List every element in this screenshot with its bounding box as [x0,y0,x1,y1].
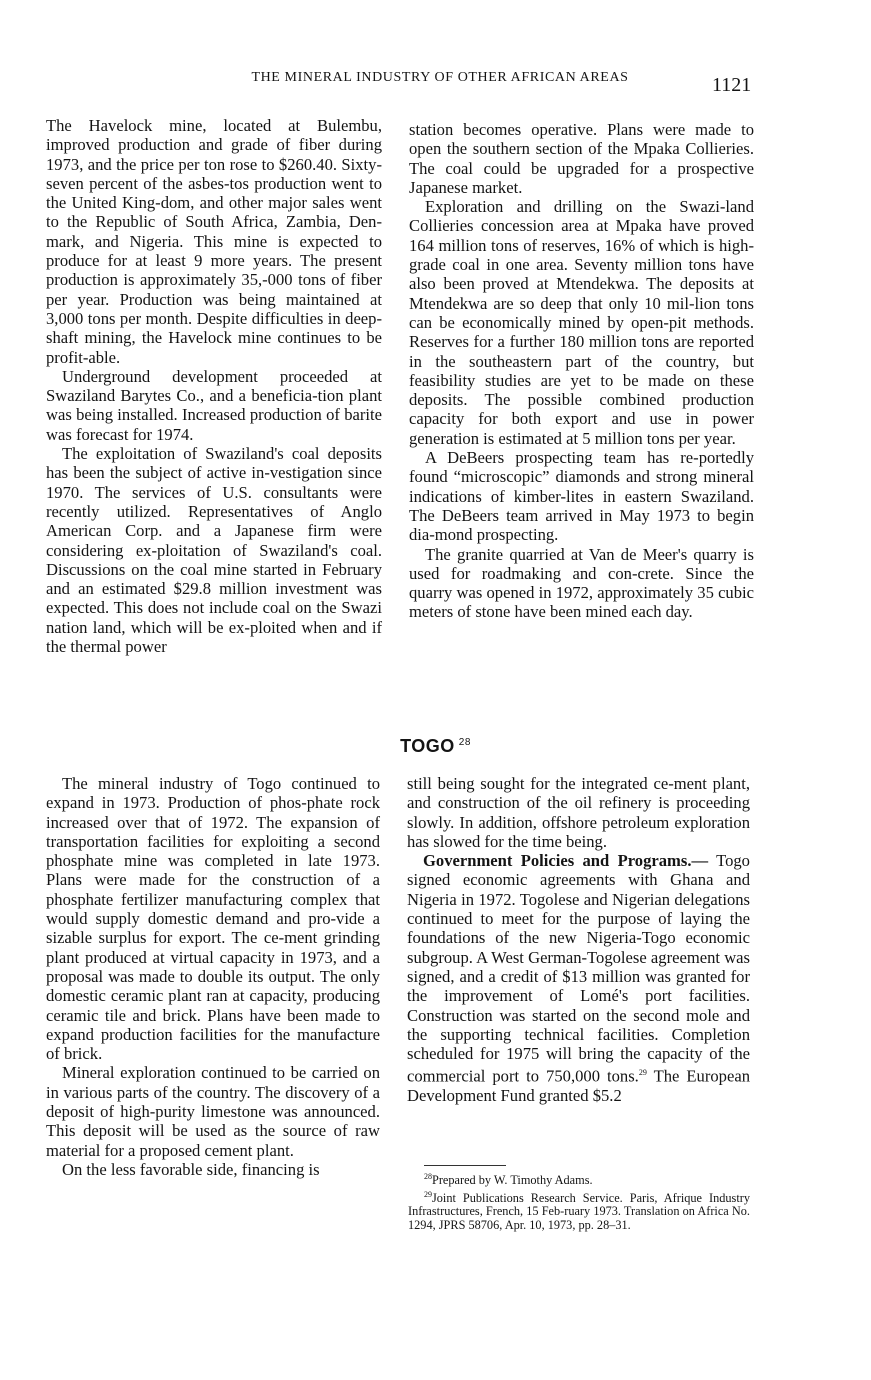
page-number: 1121 [712,74,752,96]
footnote-ref-29: 29 [638,1068,647,1078]
paragraph-coal: The exploitation of Swaziland's coal deposits has been the subject of active in-vestigation since 1970. The services of U.S. consultants were recently utilized. Representatives of Anglo American Corp. and a Japanese firm were considering ex-ploitation of Swaziland's coal. Discussions on the coal mine started in February and an estimated $29.8 million investment was expected. This does not include coal on the Swazi nation land, which will be ex-ploited when and if the thermal power [46,444,382,657]
paragraph-mpaka-continuation: station becomes operative. Plans were made to open the southern section of the Mpaka Collieries. The coal could be upgraded for a prospective Japanese market. [409,120,754,197]
togo-column-left [46,774,380,1179]
footnote-29 [408,1188,750,1233]
subheading-government-policies: Government Policies and Programs.— [423,851,709,871]
footnote-divider [424,1165,506,1166]
paragraph-togo-exploration: Mineral exploration continued to be carried on in various parts of the country. The discovery of a deposit of high-purity limestone was announced. This deposit will be used as the source of raw material for a proposed cement plant. [46,1063,380,1160]
paragraph-togo-overview: The mineral industry of Togo continued to expand in 1973. Production of phos-phate rock increased over that of 1972. The expansion of transportation facilities for exploiting a second phosphate mine was completed in late 1973. Plans were made for the construction of a phosphate fertilizer manufacturing complex that would supply domestic demand and pro-vide a sizable surplus for export. The ce-ment grinding plant produced at virtual capacity in 1973, and a proposal was made to double its output. The only domestic ceramic plant ran at capacity, producing ceramic tile and brick. Plans have been made to expand production facilities for the manufacture of brick. [46,774,380,1064]
paragraph-togo-financing: On the less favorable side, financing is [62,1159,320,1179]
footnote-text: Prepared by W. Timothy Adams. [432,1173,593,1188]
swaziland-column-left [46,116,382,656]
paragraph-barytes: Underground development proceeded at Swaziland Barytes Co., and a beneficia-tion plant was being installed. Increased production of barite was forecast for 1974. [46,366,382,444]
government-policies-text: Togo signed economic agreements with Ghana and Nigeria in 1972. Togolese and Nigerian delegations continued to meet for the purpose of laying the foundations of the new Nigeria-Togo economic subgroup. A West German-Togolese agreement was signed, and a credit of $13 million was granted for the improvement of Lomé's port facilities. Construction was started on the second mole and the supporting technical facilities. Completion scheduled for 1975 will bring the capacity of the commercial port to 750,000 tons. [407,851,750,1086]
paragraph-togo-continuation: still being sought for the integrated ce-ment plant, and construction of the oil refinery is proceeding slowly. In addition, offshore petroleum exploration has slowed for the time being. [407,774,750,851]
swaziland-column-right [409,120,754,622]
footnote-28 [408,1170,750,1188]
running-head: THE MINERAL INDUSTRY OF OTHER AFRICAN AREAS [251,70,629,85]
footnote-text: Joint Publications Research Service. Paris, Afrique Industry Infrastructures, French, 15 Feb-ruary 1973. Translation on Africa No. 1294, JPRS 58706, Apr. 10, 1973, pp. 28–31. [408,1190,750,1232]
government-policies-text-continued: The European Development Fund granted $5.2 [407,1066,750,1106]
footnotes [408,1170,750,1232]
togo-column-right [407,774,750,1106]
paragraph-government-policies [407,851,750,1105]
paragraph-havelock: The Havelock mine, located at Bulembu, improved production and grade of fiber during 1973, and the price per ton rose to $260.40. Sixty-seven percent of the asbes-tos production went to the United King-dom, and other major sales went to the Republic of South Africa, Zambia, Den-mark, and Nigeria. This mine is expected to produce for at least 9 more years. The present production is approximately 35,-000 tons of fiber per year. Production was being maintained at 3,000 tons per month. Despite difficulties in deep-shaft mining, the Havelock mine continues to be profit-able. [46,116,382,367]
section-title-togo [0,736,871,757]
footnote-mark: 29 [424,1189,432,1199]
section-title-footnote-ref: 28 [458,737,471,748]
footnote-mark: 28 [424,1172,432,1181]
section-title-text: TOGO [400,736,455,756]
paragraph-exploration-drilling: Exploration and drilling on the Swazi-land Collieries concession area at Mpaka have proved 164 million tons of reserves, 16% of which is high-grade coal in one area. Seventy million tons have also been proved at Mtendekwa. The deposits at Mtendekwa are so deep that only 10 mil-lion tons can be economically mined by open-pit methods. Reserves for a further 180 million tons are reported in the southeastern part of the country, but feasibility studies are yet to be made on these deposits. The possible combined production capacity for both export and use in power generation is estimated at 5 million tons per year. [409,197,754,448]
paragraph-granite: The granite quarried at Van de Meer's quarry is used for roadmaking and con-crete. Since the quarry was opened in 1972, approximately 35 cubic meters of stone have been mined each day. [409,544,754,622]
paragraph-debeers: A DeBeers prospecting team has re-portedly found “microscopic” diamonds and strong mineral indications of kimber-lites in eastern Swaziland. The DeBeers team arrived in May 1973 to begin dia-mond prospecting. [409,448,754,545]
